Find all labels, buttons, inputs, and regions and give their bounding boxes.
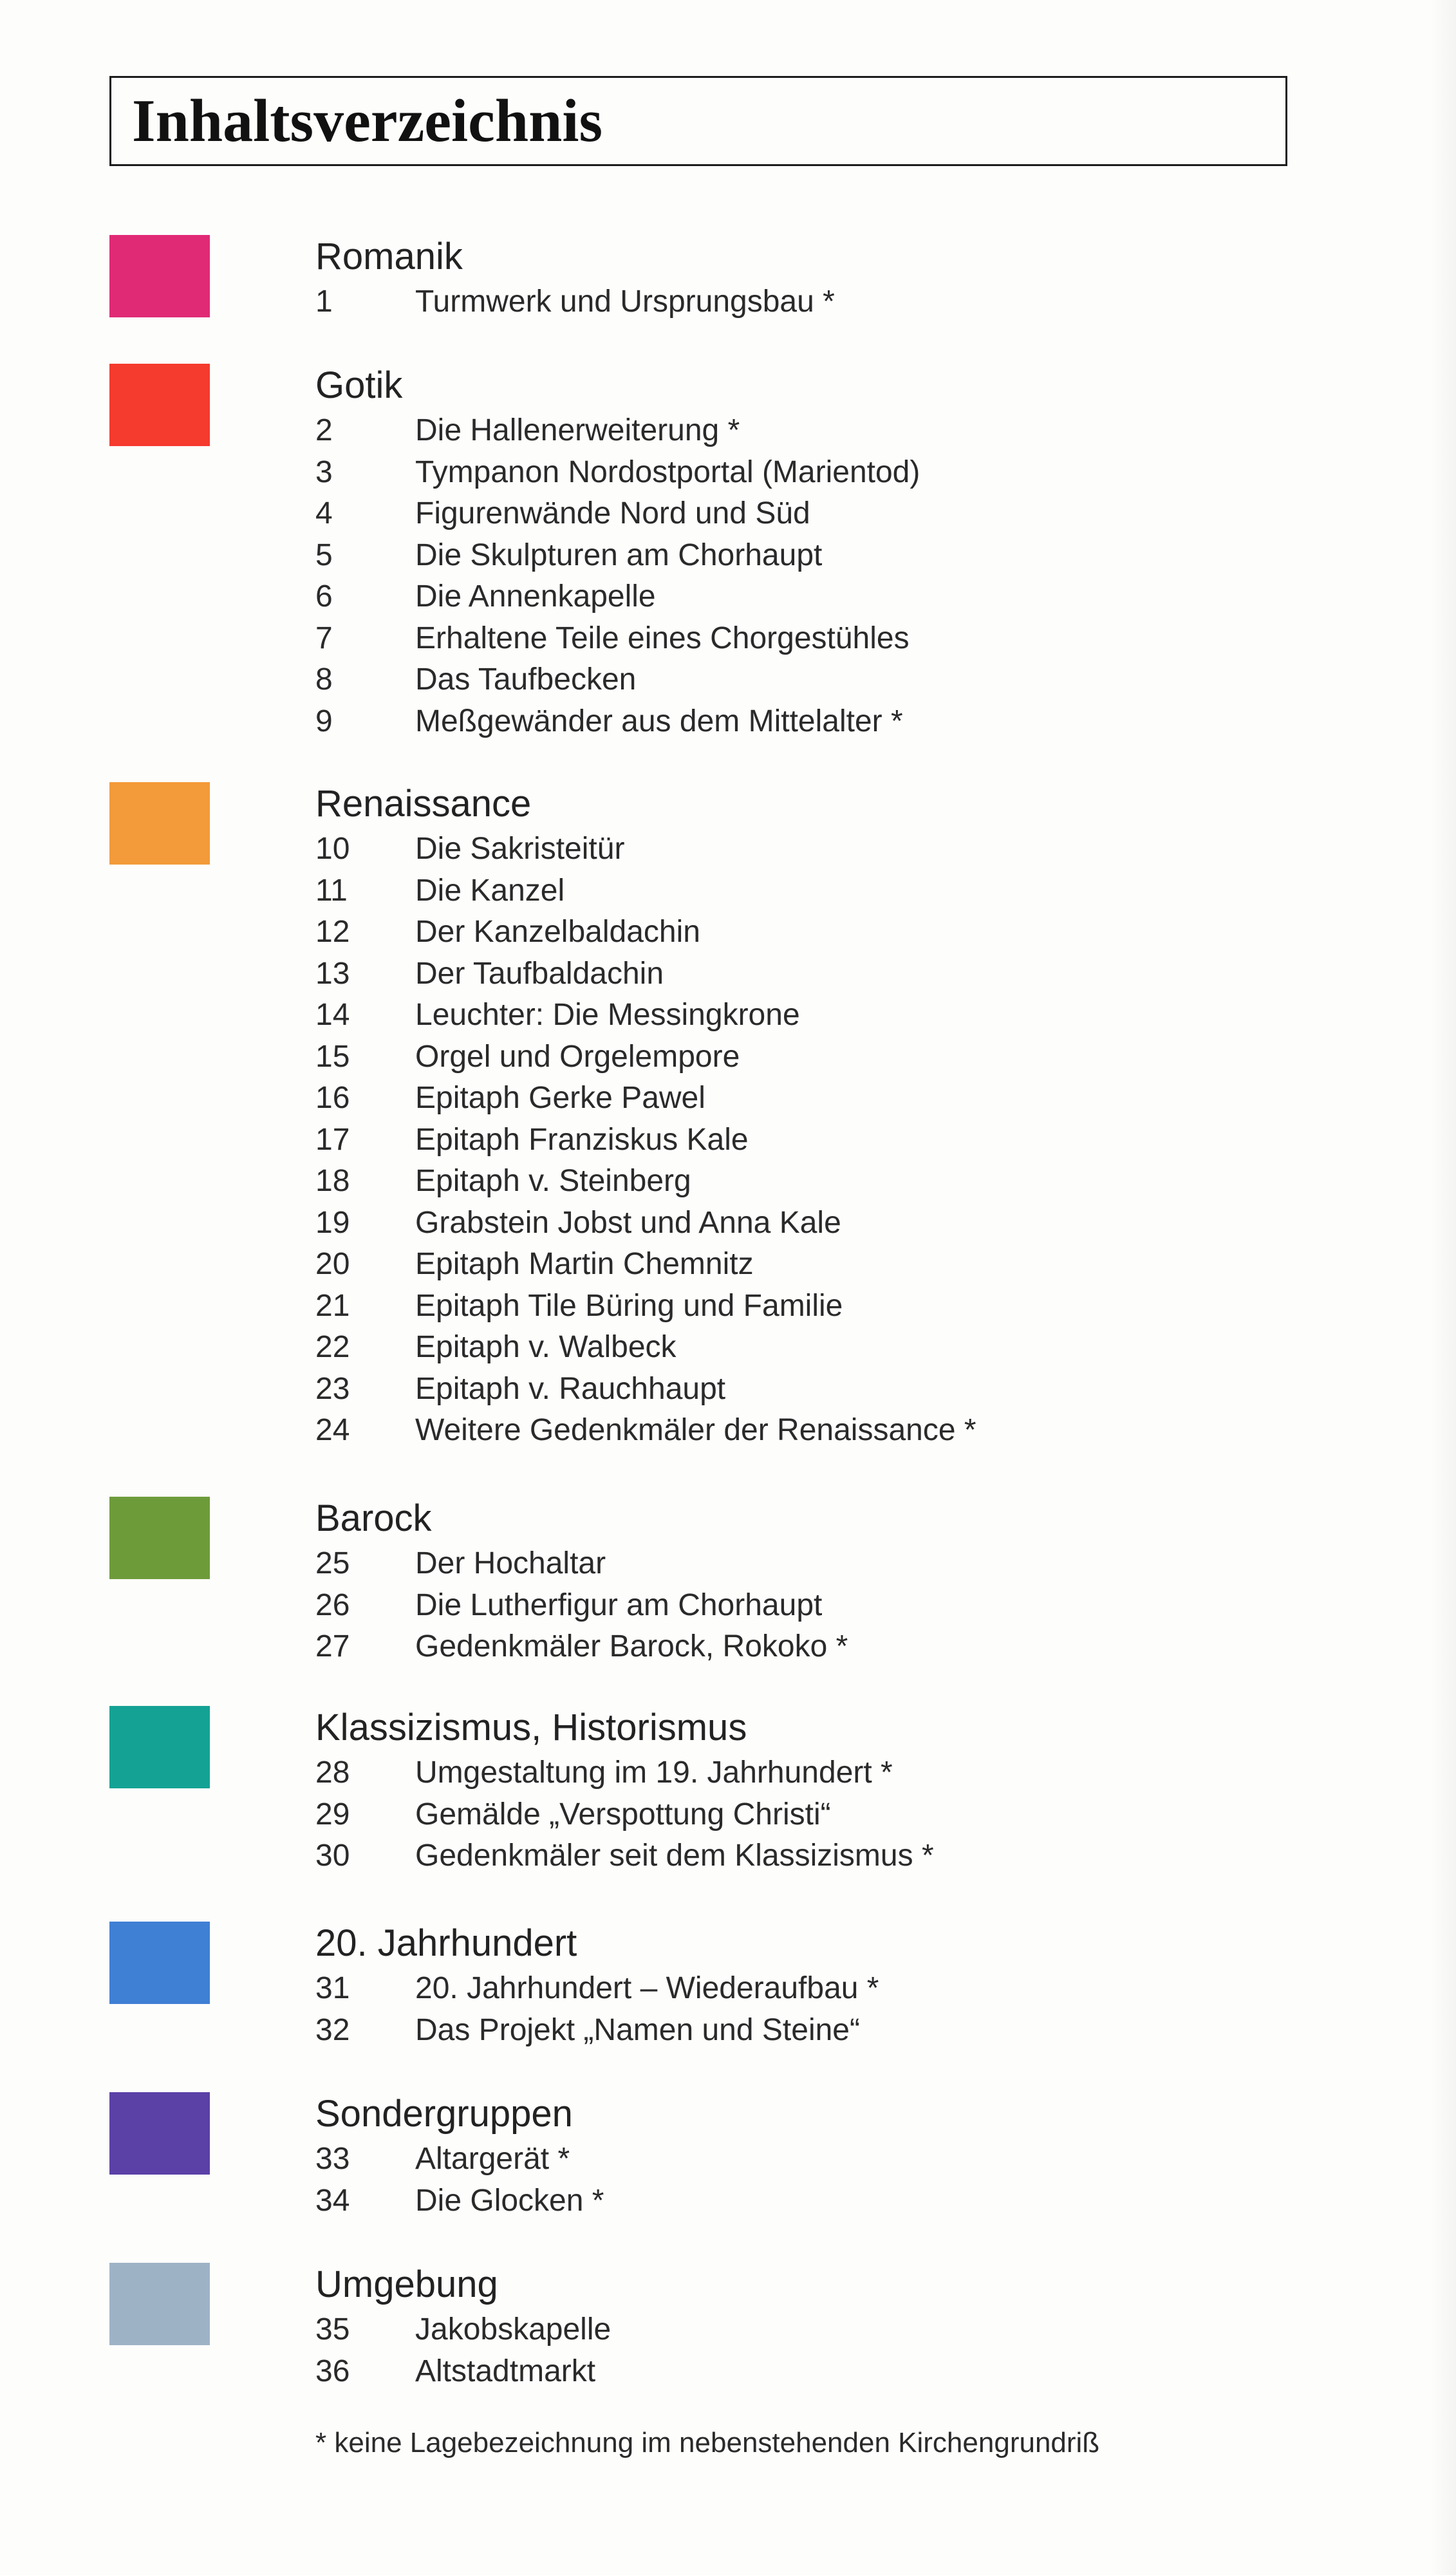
toc-entry [0, 2351, 1456, 2392]
entry-label: Meßgewänder aus dem Mittelalter * [415, 704, 903, 738]
toc-entry [0, 1585, 1456, 1626]
toc-entry [0, 1286, 1456, 1327]
toc-entry [0, 829, 1456, 870]
entry-number: 8 [315, 662, 333, 697]
entry-label: Weitere Gedenkmäler der Renaissance * [415, 1413, 976, 1447]
entry-number: 4 [315, 496, 333, 530]
section-heading: Renaissance [315, 783, 532, 825]
entry-number: 29 [315, 1797, 350, 1831]
entry-label: Das Taufbecken [415, 662, 637, 697]
entry-number: 23 [315, 1371, 350, 1406]
toc-entry [0, 701, 1456, 742]
toc-entry [0, 452, 1456, 493]
entry-label: Turmwerk und Ursprungsbau * [415, 285, 835, 319]
toc-entry [0, 2309, 1456, 2350]
entry-label: Epitaph v. Walbeck [415, 1330, 677, 1364]
toc-entry [0, 1626, 1456, 1667]
entry-number: 3 [315, 454, 333, 489]
toc-entry [0, 1244, 1456, 1285]
entry-number: 9 [315, 704, 333, 738]
toc-entry [0, 576, 1456, 617]
section-heading: Klassizismus, Historismus [315, 1707, 747, 1748]
entry-label: Figurenwände Nord und Süd [415, 496, 810, 530]
toc-entry [0, 2139, 1456, 2180]
page-edge-shadow [1430, 0, 1456, 2575]
entry-number: 25 [315, 1546, 350, 1580]
section-heading: Umgebung [315, 2263, 498, 2305]
entry-label: Epitaph Gerke Pawel [415, 1081, 705, 1115]
toc-entry [0, 1161, 1456, 1202]
entry-number: 10 [315, 832, 350, 866]
entry-label: Leuchter: Die Messingkrone [415, 998, 800, 1032]
entry-label: Epitaph Martin Chemnitz [415, 1247, 754, 1281]
entry-label: Der Taufbaldachin [415, 956, 664, 991]
entry-number: 19 [315, 1205, 350, 1240]
entry-number: 26 [315, 1587, 350, 1622]
entry-label: Epitaph Franziskus Kale [415, 1122, 749, 1157]
toc-entry [0, 1835, 1456, 1877]
toc-entry [0, 618, 1456, 659]
entry-label: Gemälde „Verspottung Christi“ [415, 1797, 831, 1831]
toc-entry [0, 995, 1456, 1036]
entry-number: 32 [315, 2012, 350, 2047]
entry-label: Epitaph v. Rauchhaupt [415, 1371, 726, 1406]
entry-label: 20. Jahrhundert – Wiederaufbau * [415, 1971, 879, 2005]
toc-entry [0, 281, 1456, 323]
toc-entry [0, 2010, 1456, 2051]
entry-number: 15 [315, 1039, 350, 1074]
entry-number: 1 [315, 285, 333, 319]
section-heading: Gotik [315, 364, 403, 406]
toc-entry [0, 953, 1456, 995]
entry-number: 21 [315, 1288, 350, 1323]
entry-number: 20 [315, 1247, 350, 1281]
entry-number: 30 [315, 1839, 350, 1873]
entry-label: Tympanon Nordostportal (Marientod) [415, 454, 920, 489]
entry-label: Umgestaltung im 19. Jahrhundert * [415, 1756, 893, 1790]
entry-number: 35 [315, 2312, 350, 2346]
entry-label: Der Hochaltar [415, 1546, 606, 1580]
page-title: Inhaltsverzeichnis [132, 88, 603, 154]
entry-label: Erhaltene Teile eines Chorgestühles [415, 621, 910, 655]
entry-number: 5 [315, 538, 333, 572]
entry-label: Gedenkmäler seit dem Klassizismus * [415, 1839, 934, 1873]
toc-entry [0, 2180, 1456, 2222]
entry-number: 14 [315, 998, 350, 1032]
toc-entry [0, 535, 1456, 576]
entry-label: Gedenkmäler Barock, Rokoko * [415, 1629, 848, 1663]
toc-entry [0, 1794, 1456, 1835]
title-box [109, 76, 1287, 166]
toc-entry [0, 870, 1456, 912]
entry-label: Die Hallenerweiterung * [415, 413, 740, 447]
toc-entry [0, 1203, 1456, 1244]
entry-number: 34 [315, 2183, 350, 2218]
section-heading: 20. Jahrhundert [315, 1922, 577, 1964]
toc-entry [0, 912, 1456, 953]
entry-number: 18 [315, 1164, 350, 1198]
toc-entry [0, 1119, 1456, 1161]
entry-number: 7 [315, 621, 333, 655]
toc-entry [0, 659, 1456, 700]
toc-entry [0, 1752, 1456, 1793]
entry-number: 13 [315, 956, 350, 991]
entry-label: Der Kanzelbaldachin [415, 915, 700, 949]
toc-entry [0, 493, 1456, 534]
toc-entry [0, 1078, 1456, 1119]
entry-number: 2 [315, 413, 333, 447]
entry-number: 16 [315, 1081, 350, 1115]
entry-label: Das Projekt „Namen und Steine“ [415, 2012, 860, 2047]
entry-number: 33 [315, 2142, 350, 2176]
section-heading: Sondergruppen [315, 2093, 573, 2135]
entry-label: Epitaph v. Steinberg [415, 1164, 691, 1198]
entry-number: 31 [315, 1971, 350, 2005]
entry-label: Altstadtmarkt [415, 2354, 596, 2388]
entry-number: 17 [315, 1122, 350, 1157]
entry-label: Jakobskapelle [415, 2312, 611, 2346]
section-heading: Barock [315, 1497, 432, 1539]
entry-label: Altargerät * [415, 2142, 570, 2176]
entry-label: Die Sakristeitür [415, 832, 625, 866]
entry-number: 11 [315, 873, 348, 908]
entry-label: Die Annenkapelle [415, 579, 656, 613]
entry-number: 27 [315, 1629, 350, 1663]
entry-number: 28 [315, 1756, 350, 1790]
entry-label: Orgel und Orgelempore [415, 1039, 740, 1074]
entry-number: 6 [315, 579, 333, 613]
entry-label: Die Lutherfigur am Chorhaupt [415, 1587, 823, 1622]
entry-number: 24 [315, 1413, 350, 1447]
toc-entry [0, 1968, 1456, 2009]
footnote: * keine Lagebezeichnung im nebenstehenden Kirchengrundriß [315, 2427, 1100, 2458]
entry-label: Die Skulpturen am Chorhaupt [415, 538, 823, 572]
entry-label: Epitaph Tile Büring und Familie [415, 1288, 843, 1323]
toc-entry [0, 1410, 1456, 1451]
toc-entry [0, 1543, 1456, 1584]
entry-number: 36 [315, 2354, 350, 2388]
entry-label: Grabstein Jobst und Anna Kale [415, 1205, 841, 1240]
toc-entry [0, 410, 1456, 451]
entry-label: Die Kanzel [415, 873, 565, 908]
entry-label: Die Glocken * [415, 2183, 604, 2218]
entry-number: 22 [315, 1330, 350, 1364]
entry-number: 12 [315, 915, 350, 949]
toc-entry [0, 1369, 1456, 1410]
toc-entry [0, 1036, 1456, 1078]
section-heading: Romanik [315, 236, 463, 277]
toc-entry [0, 1327, 1456, 1368]
